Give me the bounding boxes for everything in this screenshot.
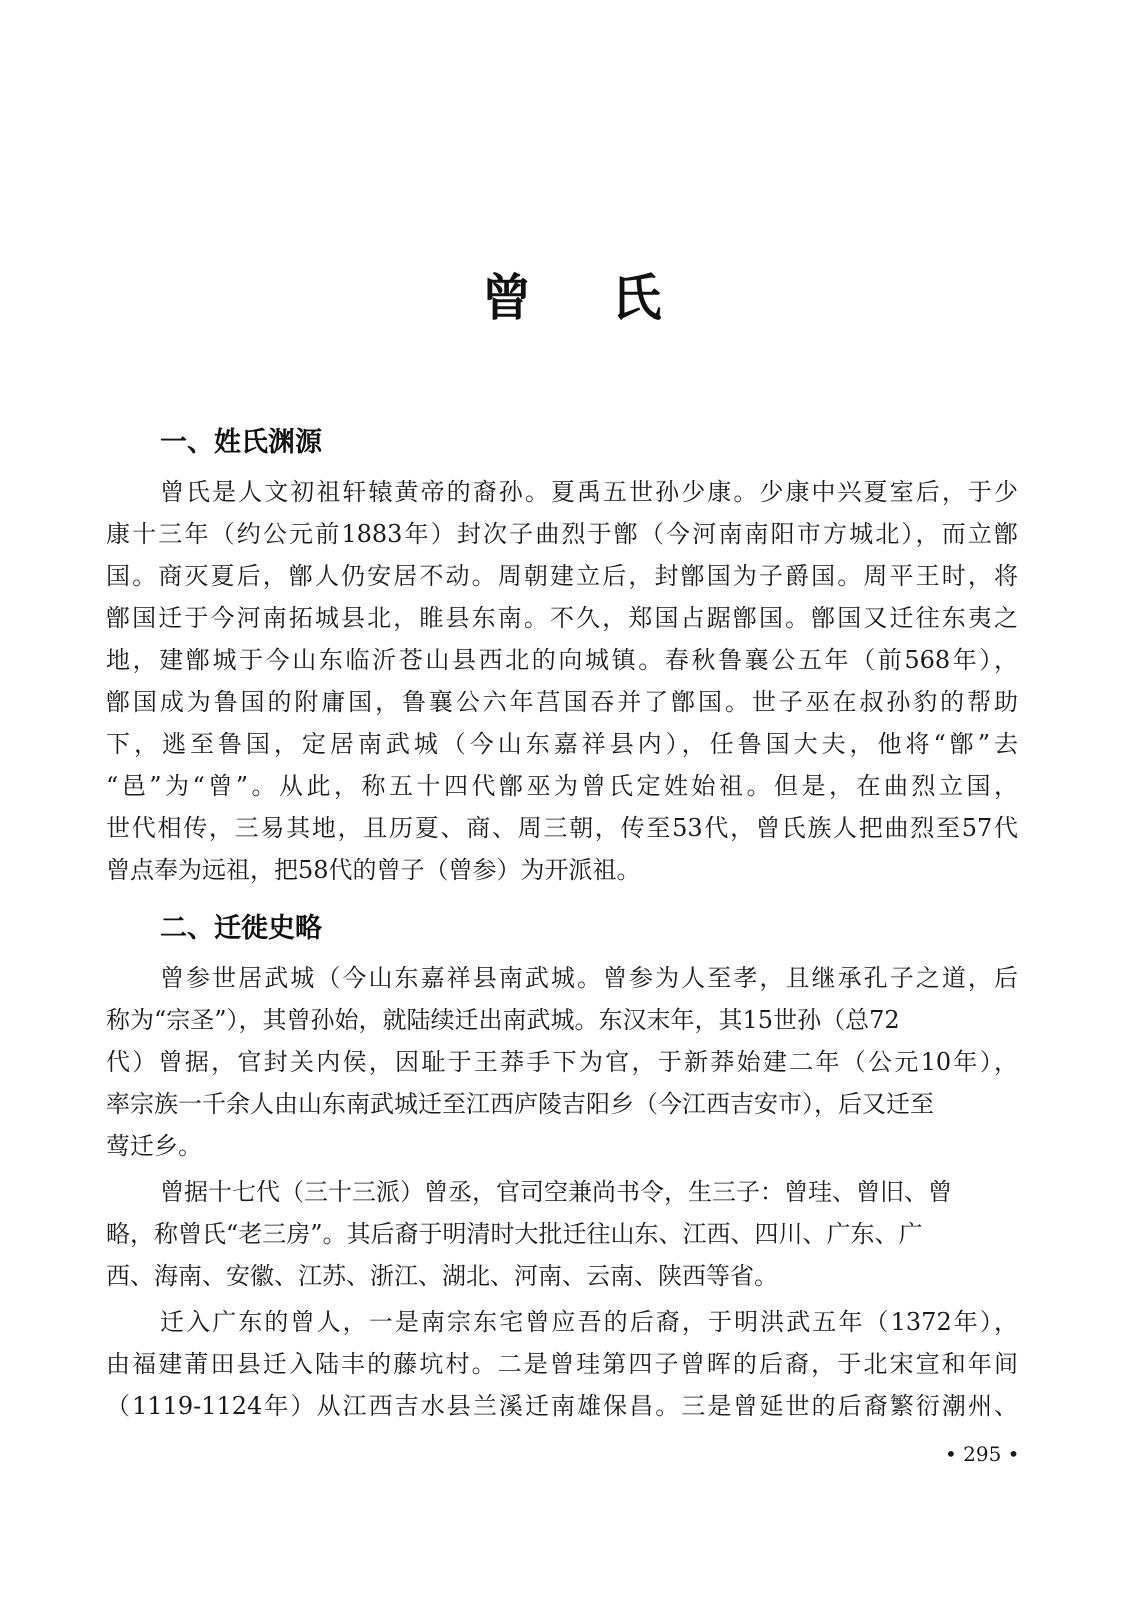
paragraph-line: 地，建鄫城于今山东临沂苍山县西北的向城镇。春秋鲁襄公五年（前568年）， <box>106 646 1018 674</box>
paragraph-line: 康十三年（约公元前1883年）封次子曲烈于鄫（今河南南阳市方城北），而立鄫 <box>106 520 1018 548</box>
title-char-1: 曾 <box>481 268 534 327</box>
paragraph-line: 西、海南、安徽、江苏、浙江、湖北、河南、云南、陕西等省。 <box>106 1262 778 1290</box>
paragraph-line: 下，逃至鲁国，定居南武城（今山东嘉祥县内），任鲁国大夫，他将“鄫”去 <box>106 730 1018 758</box>
paragraph-line: 率宗族一千余人由山东南武城迁至江西庐陵吉阳乡（今江西吉安市），后又迁至 <box>106 1090 934 1118</box>
paragraph-line: 鄫国迁于今河南拓城县北，睢县东南。不久，郑国占踞鄫国。鄫国又迁往东夷之 <box>106 604 1018 632</box>
paragraph-line: 迁入广东的曾人，一是南宗东宅曾应吾的后裔，于明洪武五年（1372年）， <box>160 1308 1018 1336</box>
paragraph-line: 鄫国成为鲁国的附庸国，鲁襄公六年莒国吞并了鄫国。世子巫在叔孙豹的帮助 <box>106 688 1018 716</box>
title-char-2: 氏 <box>611 268 664 327</box>
paragraph-line: “邑”为“曾”。从此，称五十四代鄫巫为曾氏定姓始祖。但是，在曲烈立国， <box>106 772 1018 800</box>
page-title <box>0 258 1145 330</box>
section-heading-migration: 二、迁徙史略 <box>160 913 322 944</box>
paragraph-line: （1119-1124年）从江西吉水县兰溪迁南雄保昌。三是曾延世的后裔繁衍潮州、 <box>106 1392 1018 1420</box>
paragraph-line: 世代相传，三易其地，且历夏、商、周三朝，传至53代，曾氏族人把曲烈至57代 <box>106 814 1018 842</box>
paragraph-line: 曾点奉为远祖，把58代的曾子（曾参）为开派祖。 <box>106 856 641 884</box>
paragraph-line: 国。商灭夏后，鄫人仍安居不动。周朝建立后，封鄫国为子爵国。周平王时，将 <box>106 562 1018 590</box>
paragraph-line: 代）曾据，官封关内侯，因耻于王莽手下为官，于新莽始建二年（公元10年）， <box>106 1048 1018 1076</box>
paragraph-line: 曾参世居武城（今山东嘉祥县南武城。曾参为人至孝，且继承孔子之道，后 <box>160 964 1018 992</box>
paragraph-line: 由福建莆田县迁入陆丰的藤坑村。二是曾珪第四子曾晖的后裔，于北宋宣和年间 <box>106 1350 1018 1378</box>
page-number: • 295 • <box>945 1442 1020 1466</box>
paragraph-line: 曾氏是人文初祖轩辕黄帝的裔孙。夏禹五世孙少康。少康中兴夏室后，于少 <box>160 478 1018 506</box>
section-heading-origin: 一、姓氏渊源 <box>160 427 322 458</box>
paragraph-line: 称为“宗圣”），其曾孙始，就陆续迁出南武城。东汉末年，其15世孙（总72 <box>106 1006 900 1034</box>
paragraph-line: 莺迁乡。 <box>106 1132 202 1160</box>
paragraph-line: 曾据十七代（三十三派）曾丞，官司空兼尚书令，生三子：曾珪、曾旧、曾 <box>160 1178 952 1206</box>
paragraph-line: 略，称曾氏“老三房”。其后裔于明清时大批迁往山东、江西、四川、广东、广 <box>106 1220 923 1248</box>
